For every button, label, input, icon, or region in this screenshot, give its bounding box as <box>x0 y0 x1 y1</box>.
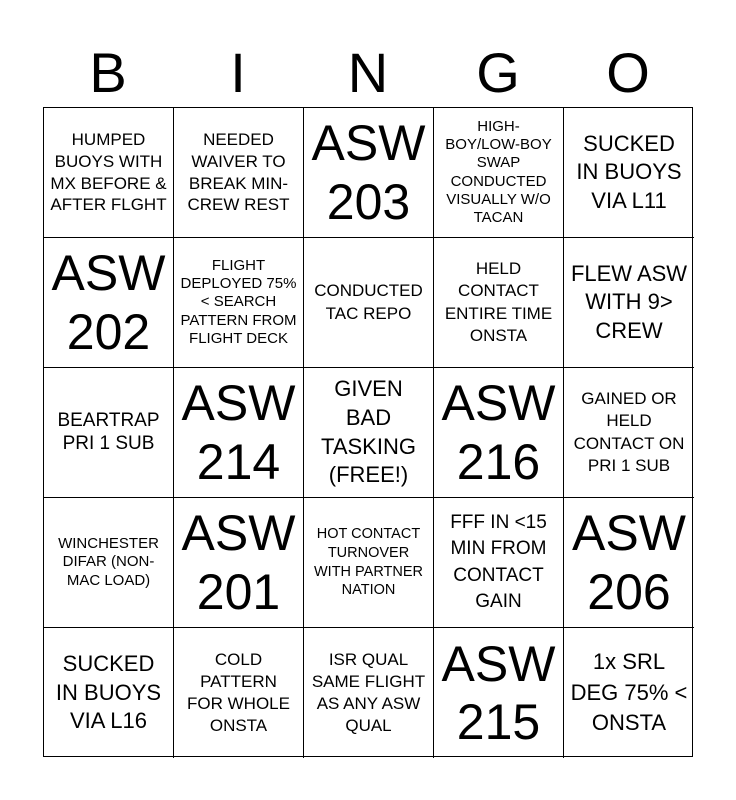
bingo-cell-r5-c1[interactable] <box>44 628 174 758</box>
bingo-cell-text: GIVEN BAD TASKING (FREE!) <box>321 376 416 488</box>
bingo-cell-r4-c5[interactable] <box>564 498 694 628</box>
bingo-cell-text: HUMPED BUOYS WITH MX BEFORE & AFTER FLGHT <box>50 130 167 215</box>
bingo-cell-r1-c1[interactable] <box>44 108 174 238</box>
bingo-card-grid <box>43 107 693 757</box>
header-letter-b: B <box>89 41 127 104</box>
bingo-cell-text: HIGH-BOY/LOW-BOY SWAP CONDUCTED VISUALLY W/O TACAN <box>445 117 552 227</box>
bingo-cell-text: GAINED OR HELD CONTACT ON PRI 1 SUB <box>573 389 685 475</box>
header-letter-o: O <box>606 41 650 104</box>
bingo-cell-r2-c4[interactable] <box>434 238 564 368</box>
bingo-cell-r2-c5[interactable] <box>564 238 694 368</box>
bingo-cell-r2-c1[interactable] <box>44 238 174 368</box>
header-letter-g: G <box>476 41 520 104</box>
bingo-cell-text: FLIGHT DEPLOYED 75%< SEARCH PATTERN FROM FLIGHT DECK <box>180 256 297 347</box>
bingo-cell-r3-c1[interactable] <box>44 368 174 498</box>
bingo-cell-r5-c2[interactable] <box>174 628 304 758</box>
bingo-cell-text: ASW 202 <box>51 245 166 360</box>
bingo-cell-r1-c4[interactable] <box>434 108 564 238</box>
bingo-cell-r1-c2[interactable] <box>174 108 304 238</box>
bingo-cell-text: FFF IN <15 MIN FROM CONTACT GAIN <box>450 512 547 612</box>
bingo-cell-r2-c2[interactable] <box>174 238 304 368</box>
bingo-header <box>43 38 693 108</box>
header-letter-n: N <box>347 41 389 104</box>
bingo-cell-r5-c4[interactable] <box>434 628 564 758</box>
bingo-cell-text: SUCKED IN BUOYS VIA L11 <box>576 130 682 213</box>
bingo-cell-text: ASW 206 <box>572 505 686 620</box>
bingo-cell-text: FLEW ASW WITH 9> CREW <box>570 260 688 343</box>
bingo-cell-r4-c3[interactable] <box>304 498 434 628</box>
header-letter-i: I <box>230 41 246 104</box>
bingo-cell-r4-c2[interactable] <box>174 498 304 628</box>
bingo-cell-r4-c4[interactable] <box>434 498 564 628</box>
bingo-cell-text: BEARTRAP PRI 1 SUB <box>57 409 160 454</box>
bingo-cell-r5-c3[interactable] <box>304 628 434 758</box>
bingo-cell-r5-c5[interactable] <box>564 628 694 758</box>
bingo-cell-r3-c5[interactable] <box>564 368 694 498</box>
bingo-cell-r3-c4[interactable] <box>434 368 564 498</box>
bingo-cell-r3-c2[interactable] <box>174 368 304 498</box>
bingo-cell-r4-c1[interactable] <box>44 498 174 628</box>
bingo-cell-r2-c3[interactable] <box>304 238 434 368</box>
bingo-cell-text: 1x SRL DEG 75% < ONSTA <box>570 649 688 736</box>
bingo-cell-text: ASW 214 <box>181 375 296 490</box>
bingo-cell-text: ASW 203 <box>311 115 426 230</box>
bingo-cell-r1-c3[interactable] <box>304 108 434 238</box>
bingo-cell-text: HELD CONTACT ENTIRE TIME ONSTA <box>444 259 553 345</box>
bingo-cell-text: ASW 216 <box>441 375 556 490</box>
bingo-cell-text: ASW 201 <box>181 505 296 620</box>
bingo-cell-r1-c5[interactable] <box>564 108 694 238</box>
bingo-cell-text: SUCKED IN BUOYS VIA L16 <box>55 651 162 734</box>
bingo-cell-text: WINCHESTER DIFAR (NON-MAC LOAD) <box>58 535 159 589</box>
bingo-cell-text: HOT CONTACT TURNOVER WITH PARTNER NATION <box>313 525 424 599</box>
bingo-cell-text: ASW 215 <box>441 635 556 750</box>
bingo-cell-text: NEEDED WAIVER TO BREAK MIN-CREW REST <box>187 130 290 215</box>
bingo-cell-r3-c3[interactable] <box>304 368 434 498</box>
bingo-cell-text: CONDUCTED TAC REPO <box>314 281 423 323</box>
bingo-cell-text: ISR QUAL SAME FLIGHT AS ANY ASW QUAL <box>311 649 426 736</box>
bingo-cell-text: COLD PATTERN FOR WHOLE ONSTA <box>187 649 290 736</box>
